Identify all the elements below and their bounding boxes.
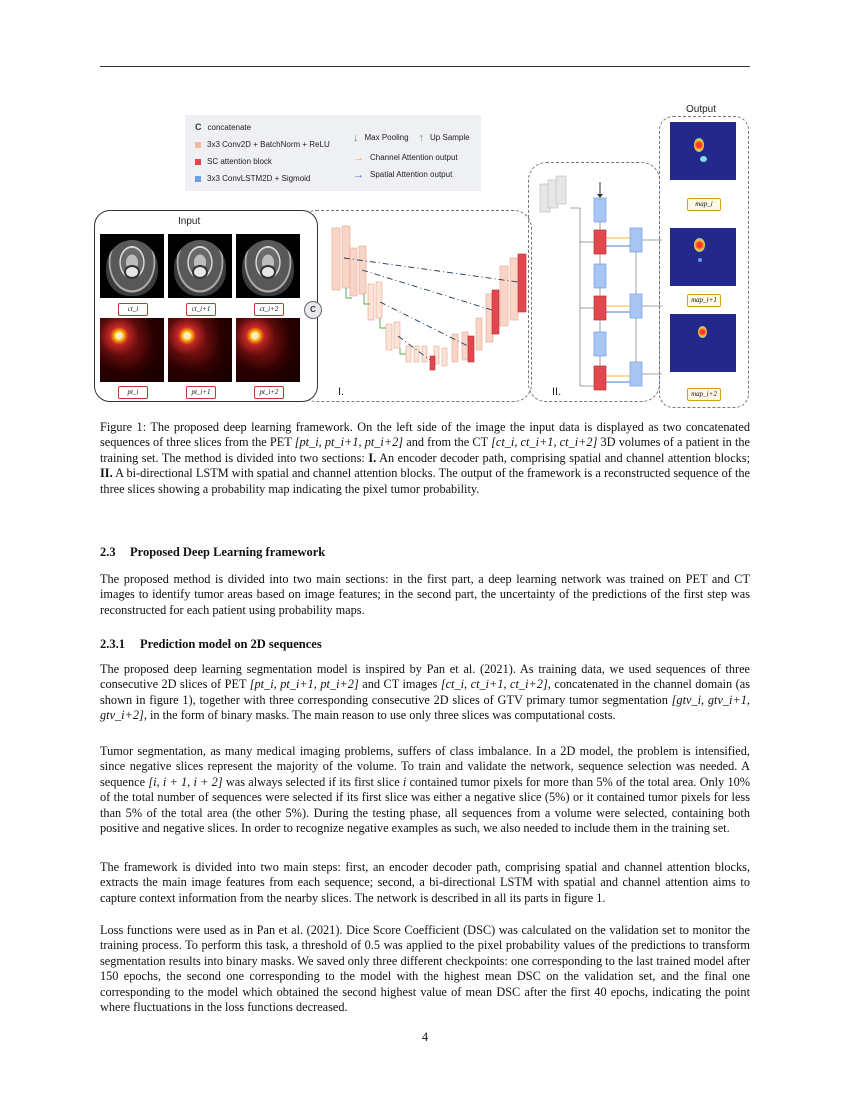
network-diagram: [90, 98, 750, 410]
tumor-blob: [698, 326, 707, 338]
output-map-2: [670, 228, 736, 286]
concatenate-node: C: [304, 301, 322, 319]
legend-sc-attention: SC attention block: [195, 157, 272, 166]
lstm-blue-cells: [594, 198, 642, 386]
legend-conv-block: 3x3 Conv2D + BatchNorm + ReLU: [195, 140, 330, 149]
right-arrow-yellow-icon: →: [353, 151, 364, 164]
tumor-blob: [698, 258, 702, 262]
legend-spatial-attention: → Spatial Attention output: [353, 168, 453, 181]
legend-channel-attention: → Channel Attention output: [353, 151, 458, 164]
map-label-1: map_i: [687, 198, 721, 211]
ct-label-1: ct_i: [118, 303, 148, 316]
up-arrow-green-icon: ↑: [418, 131, 425, 144]
lstm-input-stack: [540, 176, 566, 212]
down-arrow-green-icon: ↓: [353, 131, 359, 144]
right-arrow-blue-icon: →: [353, 168, 364, 181]
page-number: 4: [421, 1030, 429, 1044]
channel-attention-arrows: [606, 238, 630, 376]
decoder-blocks: [434, 258, 518, 366]
legend-convlstm: 3x3 ConvLSTM2D + Sigmoid: [195, 174, 310, 183]
output-map-1: [670, 122, 736, 180]
legend-concatenate: C concatenate: [195, 122, 252, 132]
section-paragraph: The proposed method is divided into two main sections: in the first part, a deep learning network was trained on PET and CT images to identify tumor areas based on image features; in the second part, the uncertainty of the predictions of the first step was reconstructed for each patient using probability maps.: [100, 572, 750, 617]
ct-label-3: ct_i+2: [254, 303, 284, 316]
figure-1: [90, 98, 750, 410]
section-heading: 2.3 Proposed Deep Learning framework: [100, 545, 326, 559]
spatial-attention-arrows: [606, 246, 630, 382]
output-map-3: [670, 314, 736, 372]
tumor-blob: [700, 156, 707, 162]
lstm-output-lines: [642, 240, 662, 374]
section-two-label: II.: [552, 386, 562, 398]
paragraph-2: Tumor segmentation, as many medical imaging problems, suffers of class imbalance. In a 2D model, the problem is intensified, since negative slices represent the majority of the volume. To train and validate the network, sequence selection was needed. A sequence [i, i + 1, i + 2] was always selected if its first slice i contained tumor pixels for more than 5% of the total area. Only 10% of the total number of sequences were selected if its first slice was either a negative slice (5%) or it contained tumor pixels for less than 5% of the total area (the other 5%). During the testing phase, all sequences from a volume were selected, containing both positive and negative slices. In order to recognize negative examples as such, we also needed to include them in the training set.: [100, 744, 751, 836]
tumor-blob: [694, 238, 705, 252]
section-one-label: I.: [338, 386, 345, 398]
pt-label-3: pt_i+2: [254, 386, 284, 399]
legend-max-pooling: ↓ Max Pooling ↑ Up Sample: [353, 131, 470, 144]
map-label-3: map_i+2: [687, 388, 721, 401]
header-rule: [100, 66, 750, 67]
paragraph-4: Loss functions were used as in Pan et al. (2021). Dice Score Coefficient (DSC) was calculated on the validation set to monitor the training process. To perform this task, a threshold of 0.5 was applied to the pixel probability values of the predictions to transform segmentation results into binary masks. We saved only three different checkpoints: one corresponding to the last trained model after 150 epochs, the second one corresponding to the model with the highest mean DSC on the validation set, and the final one corresponding to the model which obtained the second highest value of mean DSC after the first 40 epochs, indicating the point where fluctuations in the loss functions decreased.: [100, 923, 750, 1015]
pt-label-1: pt_i: [118, 386, 148, 399]
input-title: Input: [178, 216, 201, 227]
pt-label-2: pt_i+1: [186, 386, 216, 399]
concatenate-symbol: C: [195, 122, 202, 132]
map-label-2: map_i+1: [687, 294, 721, 307]
subsection-heading: 2.3.1 Prediction model on 2D sequences: [100, 637, 322, 651]
paragraph-3: The framework is divided into two main steps: first, an encoder decoder path, comprising spatial and channel attention blocks, extracts the main image features from each sequence; second, a bi-directional LSTM with spatial and channel attention aims to capture context information from the nearby slices. The network is described in all its parts in figure 1.: [100, 860, 750, 905]
output-title: Output: [686, 104, 717, 115]
ct-label-2: ct_i+1: [186, 303, 216, 316]
paragraph-1: The proposed deep learning segmentation model is inspired by Pan et al. (2021). As training data, we used sequences of three consecutive 2D slices of PET [pt_i, pt_i+1, pt_i+2] and CT images [ct_i, ct_i+1, ct_i+2], concatenated in the channel domain (as shown in figure 1), together with three corresponding consecutive 2D slices of GTV primary tumor segmentation [gtv_i, gtv_i+1, gtv_i+2], in the form of binary masks. The main reason to use only three slices was computational costs.: [100, 662, 750, 723]
figure-caption: Figure 1: The proposed deep learning framework. On the left side of the image the input data is displayed as two concatenated sequences of three slices from the PET [pt_i, pt_i+1, pt_i+2] and from the CT [ct_i, ct_i+1, ct_i+2] 3D volumes of a patient in the training set. The method is divided into two sections: I. An encoder decoder path, comprising spatial and channel attention blocks; II. A bi-directional LSTM with spatial and channel attention blocks. The output of the framework is a reconstructed sequence of the three slices showing a probability map indicating the pixel tumor probability.: [100, 420, 751, 496]
tumor-blob: [694, 138, 704, 152]
